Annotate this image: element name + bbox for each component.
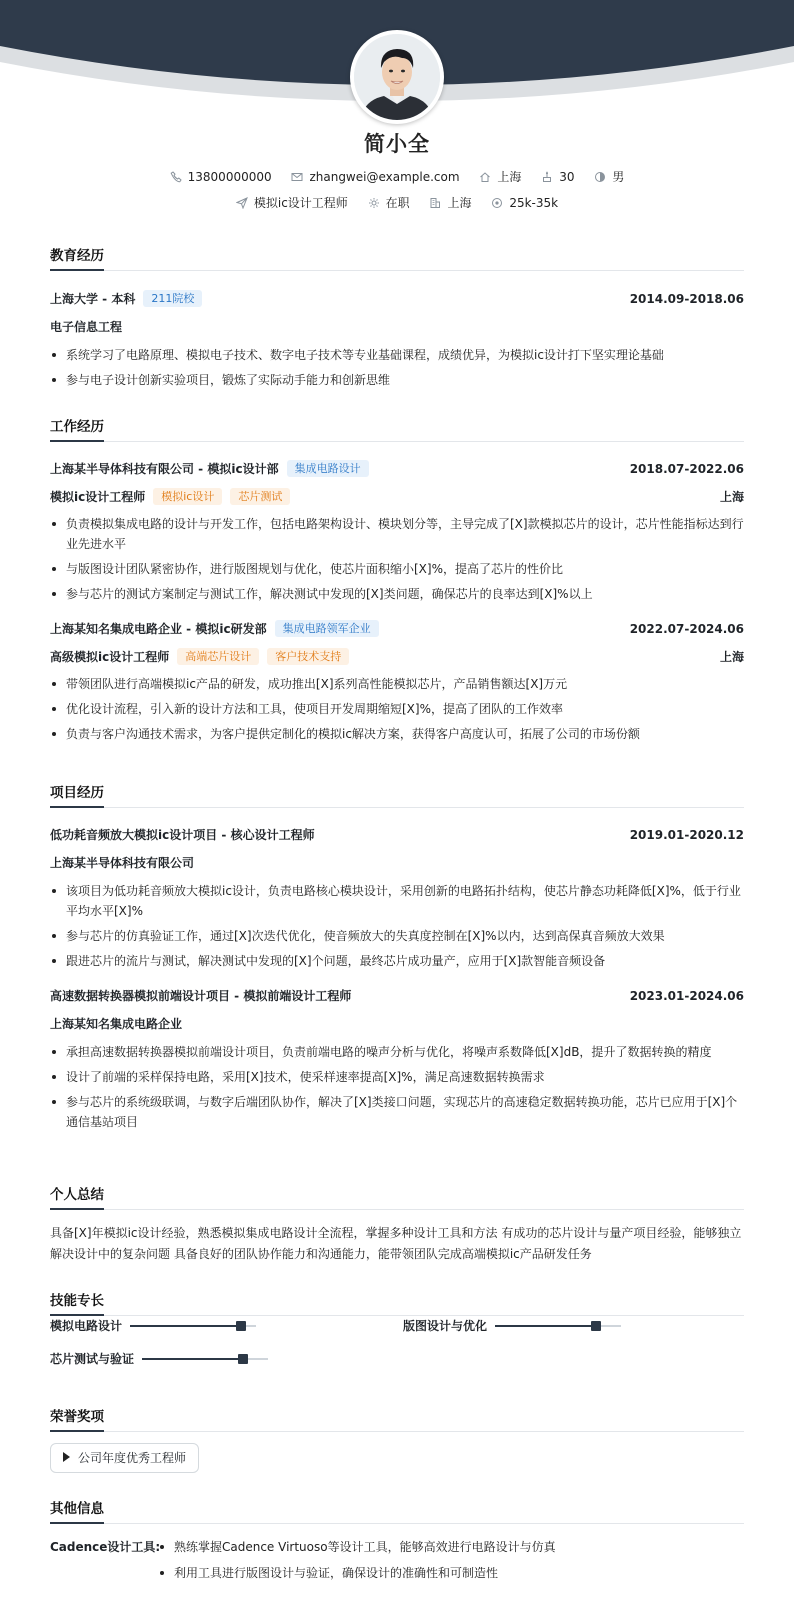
home-icon: [479, 171, 491, 183]
candidate-name: 简小全: [364, 132, 430, 156]
age-text: 30: [559, 170, 575, 184]
list-item: 承担高速数据转换器模拟前端设计项目，负责前端电路的噪声分析与优化，将噪声系数降低[X]dB，提升了数据转换的精度: [50, 1042, 744, 1062]
section-title: 荣誉奖项: [50, 1405, 744, 1432]
project-header: [50, 825, 744, 845]
job-position-row: [50, 487, 744, 507]
industry-tag: 集成电路设计: [287, 460, 369, 477]
mail-icon: [291, 171, 303, 183]
school-tag: 211院校: [143, 290, 202, 307]
skill-name: 模拟电路设计: [50, 1319, 123, 1333]
city-item: [479, 168, 521, 185]
gender-icon: [594, 171, 606, 183]
skill-fill: [495, 1325, 596, 1327]
section-title: 项目经历: [50, 781, 744, 808]
list-item: 参与芯片的系统级联调，与数字后端团队协作，解决了[X]类接口问题，实现芯片的高速稳定数据转换功能，芯片已应用于[X]个通信基站项目: [50, 1092, 744, 1132]
salary-item: [491, 196, 558, 210]
education-dates: 2014.09-2018.06: [629, 292, 744, 306]
skill-bar: [142, 1358, 268, 1360]
list-item: 跟进芯片的流片与测试，解决测试中发现的[X]个问题，最终芯片成功量产，应用于[X]款智能音频设备: [50, 951, 744, 971]
email-text: zhangwei@example.com: [309, 170, 460, 184]
company-name: 上海某知名集成电路企业 - 模拟ic研发部: [50, 622, 267, 636]
summary-text: 具备[X]年模拟ic设计经验，熟悉模拟集成电路设计全流程，掌握多种设计工具和方法 有成功的芯片设计与量产项目经验，能够独立解决设计中的复杂问题 具备良好的团队协作能力和沟通能力，能带领团队完成高端模拟ic产品研发任务: [50, 1226, 742, 1261]
target-city-text: 上海: [447, 196, 472, 210]
list-item: 参与芯片的测试方案制定与测试工作，解决测试中发现的[X]类问题，确保芯片的良率达到[X]%以上: [50, 584, 744, 604]
section-title: 技能专长: [50, 1289, 744, 1316]
school-name: 上海大学 - 本科: [50, 292, 136, 306]
work-section: [50, 415, 744, 744]
projects-section: [50, 781, 744, 1132]
job-position-row: [50, 647, 744, 667]
list-item: 设计了前端的采样保持电路，采用[X]技术，使采样速率提高[X]%，满足高速数据转换需求: [50, 1067, 744, 1087]
list-item: 系统学习了电路原理、模拟电子技术、数字电子技术等专业基础课程，成绩优异，为模拟ic设计打下坚实理论基础: [50, 345, 744, 365]
skill-tag: 芯片测试: [230, 488, 290, 505]
gender-item: [594, 168, 624, 185]
phone-text: 13800000000: [187, 170, 272, 184]
education-major: 电子信息工程: [50, 320, 123, 334]
skill-name: 版图设计与优化: [403, 1319, 488, 1333]
list-item: 利用工具进行版图设计与验证，确保设计的准确性和可制造性: [158, 1563, 744, 1583]
job-bullets: [50, 674, 744, 744]
skill-tag: 模拟ic设计: [153, 488, 222, 505]
list-item: 带领团队进行高端模拟ic产品的研发，成功推出[X]系列高性能模拟芯片，产品销售额达[X]万元: [50, 674, 744, 694]
salary-text: 25k-35k: [509, 196, 559, 210]
job-location: 上海: [719, 650, 744, 664]
list-item: 该项目为低功耗音频放大模拟ic设计，负责电路核心模块设计，采用创新的电路拓扑结构，使芯片静态功耗降低[X]%，低于行业平均水平[X]%: [50, 881, 744, 921]
award-label: 公司年度优秀工程师: [78, 1451, 187, 1465]
list-item: 熟练掌握Cadence Virtuoso等设计工具，能够高效进行电路设计与仿真: [158, 1537, 744, 1557]
gender-text: 男: [612, 170, 625, 184]
section-title: 个人总结: [50, 1183, 744, 1210]
job-dates: 2018.07-2022.06: [629, 462, 744, 476]
education-bullets: [50, 345, 744, 390]
phone-icon: [170, 171, 182, 183]
email-item: [291, 170, 459, 184]
honors-section: [50, 1405, 744, 1432]
status-item: [368, 194, 410, 211]
section-title: 其他信息: [50, 1497, 744, 1524]
skills-section: [50, 1289, 744, 1316]
avatar-photo: [354, 34, 440, 120]
project-dates: 2023.01-2024.06: [629, 989, 744, 1003]
list-item: 参与电子设计创新实验项目，锻炼了实际动手能力和创新思维: [50, 370, 744, 390]
skill-name: 芯片测试与验证: [50, 1352, 135, 1366]
avatar: [350, 30, 444, 124]
project-dates: 2019.01-2020.12: [629, 828, 744, 842]
skill-tag: 高端芯片设计: [177, 648, 259, 665]
job-header: [50, 619, 744, 639]
job-intent-row: [0, 194, 794, 211]
target-city-item: [429, 194, 471, 211]
skill-knob: [236, 1321, 246, 1331]
list-item: 负责与客户沟通技术需求，为客户提供定制化的模拟ic解决方案，获得客户高度认可，拓展了公司的市场份额: [50, 724, 744, 744]
skill-item: [403, 1316, 643, 1336]
job-location: 上海: [719, 490, 744, 504]
skill-bar: [495, 1325, 621, 1327]
position-title: 高级模拟ic设计工程师: [50, 650, 170, 664]
job-header: [50, 459, 744, 479]
project-name: 低功耗音频放大模拟ic设计项目 - 核心设计工程师: [50, 828, 315, 842]
job-target-item: [236, 194, 348, 211]
list-item: 与版图设计团队紧密协作，进行版图规划与优化，使芯片面积缩小[X]%，提高了芯片的性价比: [50, 559, 744, 579]
section-title: 工作经历: [50, 415, 744, 442]
job-dates: 2022.07-2024.06: [629, 622, 744, 636]
project-bullets: [50, 1042, 744, 1132]
other-label: Cadence设计工具:: [50, 1540, 161, 1554]
summary-section: [50, 1183, 744, 1265]
project-name: 高速数据转换器模拟前端设计项目 - 模拟前端设计工程师: [50, 989, 352, 1003]
send-icon: [236, 197, 248, 209]
industry-tag: 集成电路领军企业: [275, 620, 379, 637]
project-company: 上海某半导体科技有限公司: [50, 856, 195, 870]
list-item: 参与芯片的仿真验证工作，通过[X]次迭代优化，使音频放大的失真度控制在[X]%以内，达到高保真音频放大效果: [50, 926, 744, 946]
skill-knob: [238, 1354, 248, 1364]
building-icon: [429, 197, 441, 209]
section-title: 教育经历: [50, 244, 744, 271]
skill-item: [50, 1316, 270, 1336]
phone-item: [170, 170, 272, 184]
skill-tag: 客户技术支持: [267, 648, 349, 665]
project-company: 上海某知名集成电路企业: [50, 1017, 183, 1031]
skill-fill: [130, 1325, 241, 1327]
status-gear-icon: [368, 197, 380, 209]
play-icon: [63, 1452, 70, 1462]
skill-fill: [142, 1358, 243, 1360]
job-target-text: 模拟ic设计工程师: [253, 196, 348, 210]
list-item: 负责模拟集成电路的设计与开发工作，包括电路架构设计、模块划分等，主导完成了[X]款模拟芯片的设计，芯片性能指标达到行业先进水平: [50, 514, 744, 554]
education-section: [50, 244, 744, 390]
contact-row: [0, 168, 794, 185]
list-item: 优化设计流程，引入新的设计方法和工具，使项目开发周期缩短[X]%，提高了团队的工作效率: [50, 699, 744, 719]
age-item: [541, 170, 574, 184]
skill-item: [50, 1349, 290, 1369]
other-section: [50, 1497, 744, 1524]
cake-icon: [541, 171, 553, 183]
award-item[interactable]: [50, 1443, 199, 1473]
status-text: 在职: [385, 196, 410, 210]
other-bullets: [158, 1537, 744, 1583]
coin-icon: [491, 197, 503, 209]
company-name: 上海某半导体科技有限公司 - 模拟ic设计部: [50, 462, 279, 476]
skill-bar: [130, 1325, 256, 1327]
education-header: [50, 289, 744, 309]
project-bullets: [50, 881, 744, 971]
job-bullets: [50, 514, 744, 604]
position-title: 模拟ic设计工程师: [50, 490, 146, 504]
city-text: 上海: [497, 170, 522, 184]
skill-knob: [591, 1321, 601, 1331]
project-header: [50, 986, 744, 1006]
